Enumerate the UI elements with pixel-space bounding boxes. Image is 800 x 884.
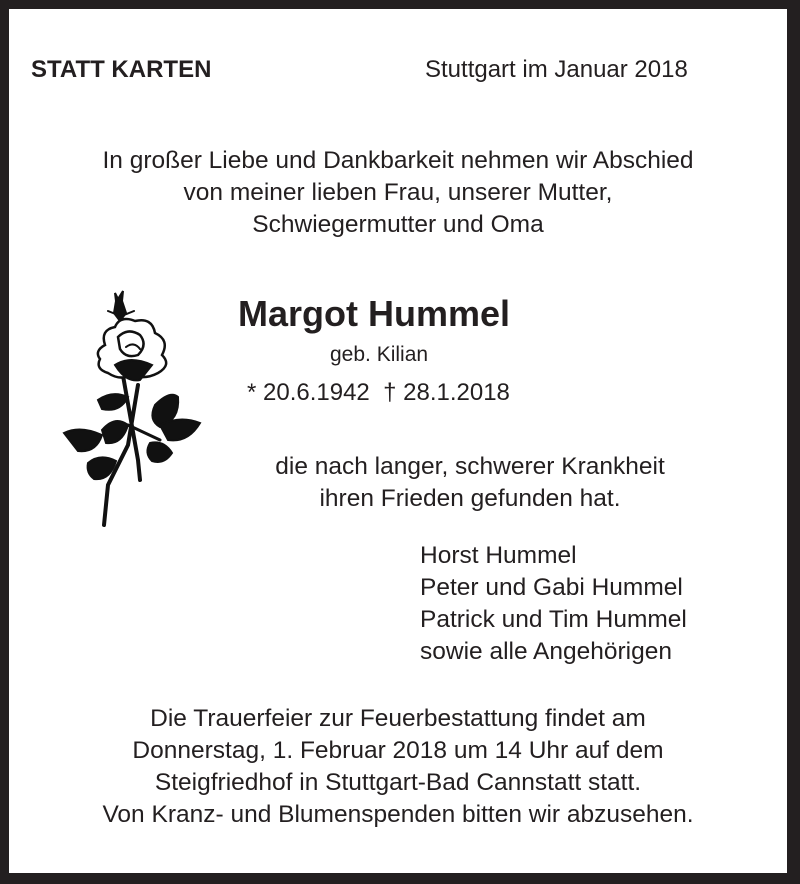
footer-line: Von Kranz- und Blumenspenden bitten wir abzusehen. <box>102 801 694 828</box>
note-line: die nach langer, schwerer Krankheit <box>275 453 665 480</box>
header-statt-karten: STATT KARTEN <box>31 56 212 83</box>
mourner: Peter und Gabi Hummel <box>420 574 683 601</box>
footer-line: Donnerstag, 1. Februar 2018 um 14 Uhr auf dem <box>132 737 664 764</box>
note-line: ihren Frieden gefunden hat. <box>319 485 621 512</box>
rose-icon <box>60 285 205 530</box>
intro-line: Schwiegermutter und Oma <box>252 211 544 238</box>
life-dates: * 20.6.1942 † 28.1.2018 <box>247 379 510 406</box>
deceased-name: Margot Hummel <box>238 293 511 334</box>
mourner: Patrick und Tim Hummel <box>420 606 687 633</box>
mourners-list <box>420 540 687 668</box>
intro-text <box>9 145 787 241</box>
intro-line: In großer Liebe und Dankbarkeit nehmen wir Abschied <box>102 147 694 174</box>
intro-line: von meiner lieben Frau, unserer Mutter, <box>183 179 613 206</box>
header-place-date: Stuttgart im Januar 2018 <box>425 56 688 83</box>
footer-line: Die Trauerfeier zur Feuerbestattung findet am <box>150 705 646 732</box>
maiden-name: geb. Kilian <box>330 343 429 366</box>
mourner: sowie alle Angehörigen <box>420 638 672 665</box>
passing-note <box>210 451 730 515</box>
funeral-info <box>9 703 787 831</box>
mourner: Horst Hummel <box>420 542 577 569</box>
footer-line: Steigfriedhof in Stuttgart-Bad Cannstatt statt. <box>154 769 642 796</box>
